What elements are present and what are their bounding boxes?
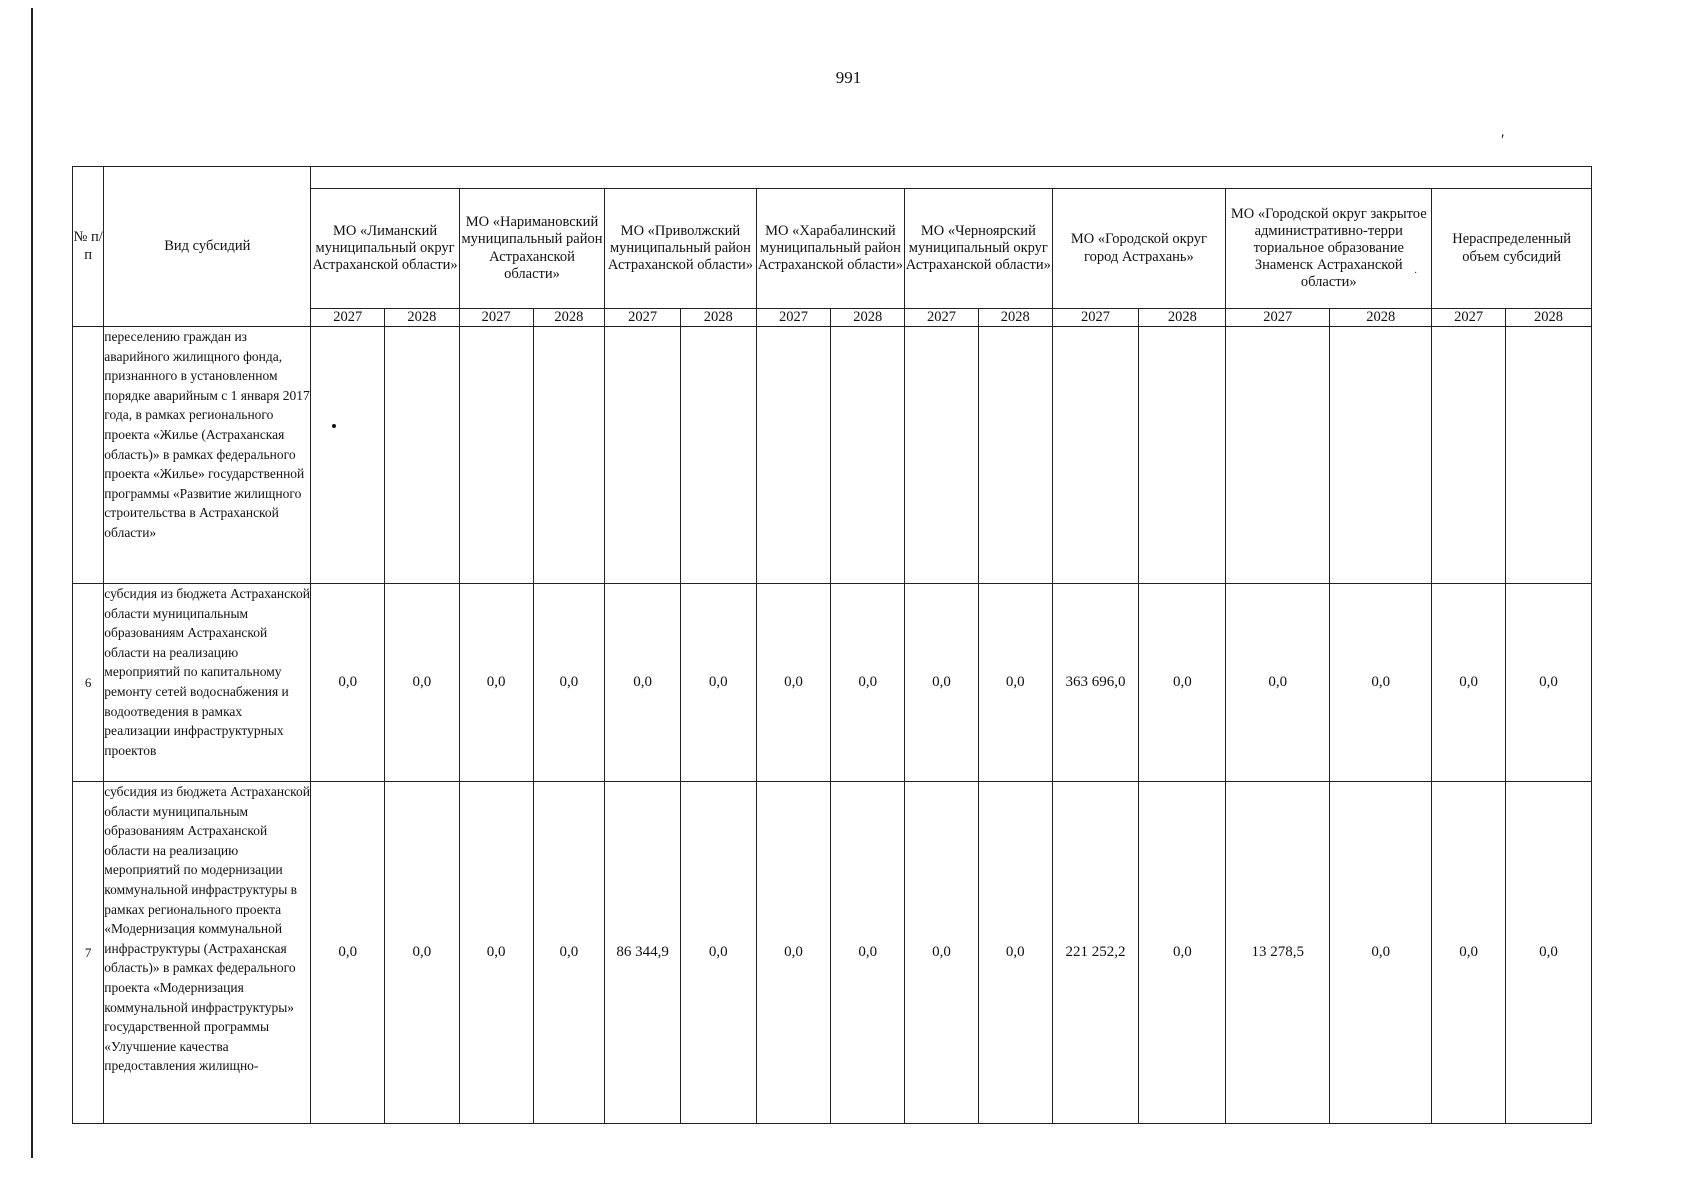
number-column-header: № п/п: [73, 167, 104, 327]
value-cell: [1505, 327, 1591, 584]
value-cell: 0,0: [905, 584, 979, 782]
value-cell: [311, 327, 385, 584]
year-header: 2028: [1139, 309, 1226, 327]
value-cell: [605, 327, 681, 584]
row-description: переселению граждан из аварийного жилищного фонда, признанного в установленном порядке аварийным с 1 января 2017 года, в рамках регионального проекта «Жилье (Астраханская область)» в рамках федерального проекта «Жилье» государственной программы «Развитие жилищного строительства в Астраханской области»: [104, 327, 311, 584]
year-header: 2028: [831, 309, 905, 327]
table-row: [73, 782, 1592, 1124]
value-cell: 0,0: [1432, 584, 1506, 782]
row-number: 7: [73, 782, 104, 1124]
value-cell: 0,0: [459, 782, 533, 1124]
value-cell: [756, 327, 831, 584]
value-cell: 0,0: [1505, 782, 1591, 1124]
year-header: 2028: [1330, 309, 1432, 327]
value-cell: 13 278,5: [1226, 782, 1330, 1124]
year-header: 2027: [756, 309, 831, 327]
municipality-header: МО «Харабалинский муниципальный район Астраханской области»: [756, 189, 904, 309]
value-cell: 0,0: [385, 782, 460, 1124]
value-cell: 0,0: [311, 782, 385, 1124]
value-cell: 0,0: [831, 782, 905, 1124]
year-header: 2027: [1432, 309, 1506, 327]
value-cell: [905, 327, 979, 584]
subsidy-table: [72, 166, 1592, 1124]
value-cell: [1139, 327, 1226, 584]
value-cell: 0,0: [978, 584, 1052, 782]
year-header: 2028: [680, 309, 756, 327]
municipality-header: Нераспределенный объем субсидий: [1432, 189, 1592, 309]
value-cell: 0,0: [756, 584, 831, 782]
value-cell: 0,0: [1505, 584, 1591, 782]
value-cell: 363 696,0: [1052, 584, 1139, 782]
value-cell: 0,0: [680, 584, 756, 782]
value-cell: 86 344,9: [605, 782, 681, 1124]
value-cell: 0,0: [311, 584, 385, 782]
header-spacer: [311, 167, 1592, 189]
value-cell: 0,0: [1139, 584, 1226, 782]
stray-tick: ·: [1414, 268, 1418, 279]
year-header: 2027: [311, 309, 385, 327]
value-cell: 0,0: [533, 782, 605, 1124]
municipality-header: МО «Лиманский муниципальный округ Астраханской области»: [311, 189, 459, 309]
year-header: 2027: [1052, 309, 1139, 327]
value-cell: 0,0: [459, 584, 533, 782]
row-description: субсидия из бюджета Астраханской области муниципальным образованиям Астраханской области на реализацию мероприятий по капитальному ремонту сетей водоснабжения и водоотведения в рамках реализации инфраструктурных проектов: [104, 584, 311, 782]
table-row: [73, 327, 1592, 584]
header-top-row: [73, 167, 1592, 189]
year-header: 2027: [605, 309, 681, 327]
value-cell: [459, 327, 533, 584]
municipality-header: МО «Городской округ город Астрахань»: [1052, 189, 1226, 309]
value-cell: 0,0: [831, 584, 905, 782]
year-header: 2028: [533, 309, 605, 327]
year-header: 2027: [459, 309, 533, 327]
value-cell: 0,0: [905, 782, 979, 1124]
value-cell: [385, 327, 460, 584]
type-column-header: Вид субсидий: [104, 167, 311, 327]
table-row: [73, 584, 1592, 782]
row-number: 6: [73, 584, 104, 782]
year-header: 2028: [1505, 309, 1591, 327]
value-cell: 0,0: [1139, 782, 1226, 1124]
value-cell: 0,0: [533, 584, 605, 782]
value-cell: 0,0: [978, 782, 1052, 1124]
value-cell: [1330, 327, 1432, 584]
page-margin-line: [31, 8, 33, 1158]
value-cell: 221 252,2: [1052, 782, 1139, 1124]
year-header: 2028: [385, 309, 460, 327]
value-cell: 0,0: [1226, 584, 1330, 782]
value-cell: [1052, 327, 1139, 584]
stray-mark: ′: [1501, 132, 1505, 149]
value-cell: 0,0: [680, 782, 756, 1124]
value-cell: [680, 327, 756, 584]
row-number: [73, 327, 104, 584]
value-cell: [978, 327, 1052, 584]
year-header: 2027: [1226, 309, 1330, 327]
page-number: 991: [835, 68, 862, 87]
year-header: 2027: [905, 309, 979, 327]
municipality-header: МО «Черноярский муниципальный округ Астраханской области»: [905, 189, 1052, 309]
municipality-header: МО «Приволжский муниципальный район Астраханской области»: [605, 189, 756, 309]
municipality-header: МО «Городской округ закрытое административно-терри ториальное образование Знаменск Астраханской области»: [1226, 189, 1432, 309]
year-header: 2028: [978, 309, 1052, 327]
value-cell: 0,0: [1432, 782, 1506, 1124]
value-cell: [1226, 327, 1330, 584]
value-cell: 0,0: [385, 584, 460, 782]
row-description: субсидия из бюджета Астраханской области муниципальным образованиям Астраханской области на реализацию мероприятий по модернизации коммунальной инфраструктуры в рамках регионального проекта «Модернизация коммунальной инфраструктуры (Астраханская область)» в рамках федерального проекта «Модернизация коммунальной инфраструктуры» государственной программы «Улучшение качества предоставления жилищно-: [104, 782, 311, 1124]
municipality-header: МО «Наримановский муниципальный район Астраханской области»: [459, 189, 604, 309]
value-cell: 0,0: [1330, 584, 1432, 782]
value-cell: 0,0: [756, 782, 831, 1124]
value-cell: [831, 327, 905, 584]
value-cell: 0,0: [1330, 782, 1432, 1124]
value-cell: [533, 327, 605, 584]
value-cell: [1432, 327, 1506, 584]
value-cell: 0,0: [605, 584, 681, 782]
